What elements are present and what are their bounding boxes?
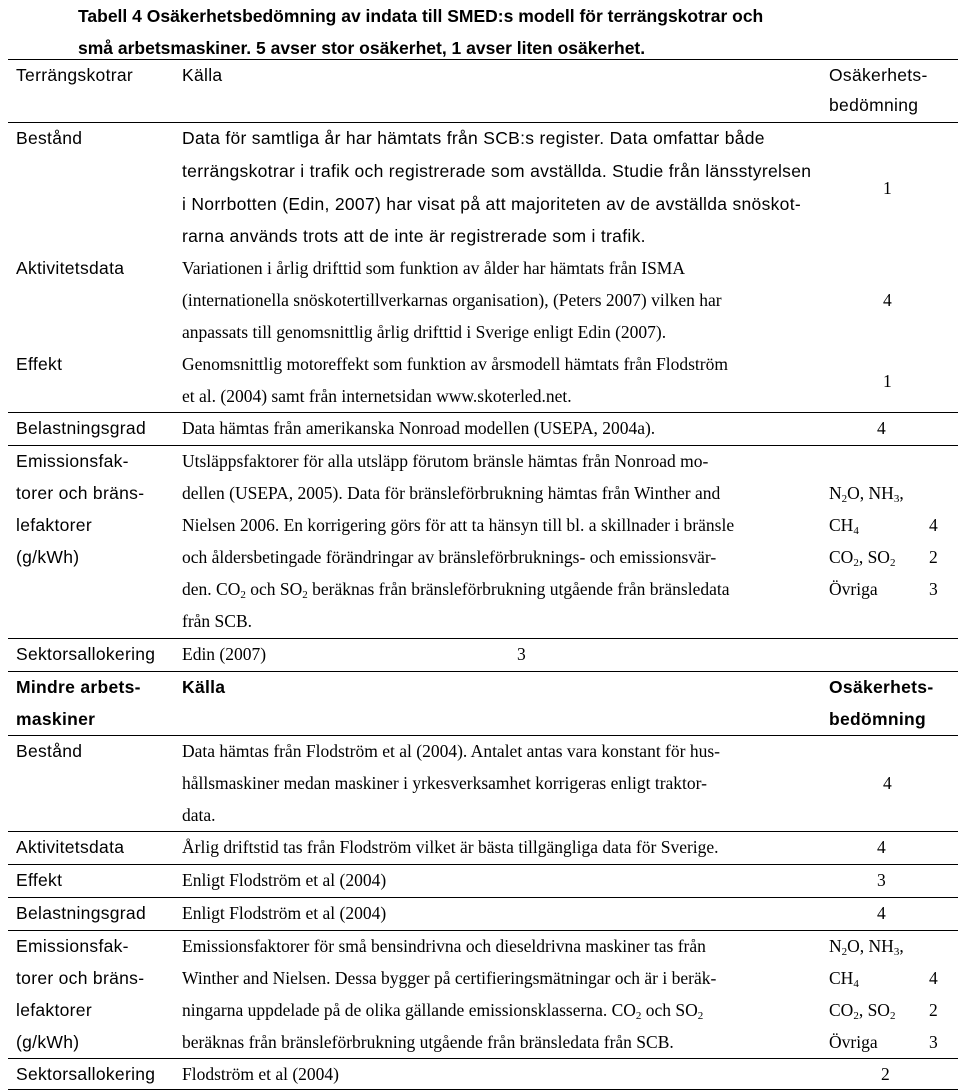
row2-activity-uncertainty: 4 <box>877 837 886 857</box>
row-power-source-1: Genomsnittlig motoreffekt som funktion av årsmodell hämtats från Flodström <box>182 354 728 374</box>
row2-power-source: Enligt Flodström et al (2004) <box>182 870 387 890</box>
row-activity-source-1: Variationen i årlig drifttid som funktion av ålder har hämtats från ISMA <box>182 258 685 278</box>
row-activity-source-3: anpassats till genomsnittlig årlig drifttid i Sverige enligt Edin (2007). <box>182 322 667 342</box>
rule-bottom <box>8 1089 958 1090</box>
row-power-source-2: et al. (2004) samt från internetsidan www.skoterled.net. <box>182 386 572 406</box>
row2-power-uncertainty: 3 <box>877 870 886 890</box>
row-sector-source: Edin (2007) <box>182 644 267 664</box>
row2-emission-category-3: lefaktorer <box>16 1000 92 1020</box>
row-load-uncertainty: 4 <box>877 418 886 438</box>
row2-sector-source: Flodström et al (2004) <box>182 1064 339 1084</box>
caption-line-1: Tabell 4 Osäkerhetsbedömning av indata till SMED:s modell för terrängskotrar och <box>78 6 764 26</box>
row2-emission-category-4: (g/kWh) <box>16 1032 80 1052</box>
header2-category-1: Mindre arbets- <box>16 677 141 697</box>
table-caption <box>78 0 938 64</box>
header2-category-2: maskiner <box>16 709 96 729</box>
row2-activity-category: Aktivitetsdata <box>16 837 125 857</box>
row-activity-uncertainty: 4 <box>883 290 892 310</box>
row-emission-source-1: Utsläppsfaktorer för alla utsläpp förutom bränsle hämtas från Nonroad mo- <box>182 451 709 471</box>
row2-emission-source-3: ningarna uppdelade på de olika gällande emissionsklasserna. $CO_2$ och $SO_2$ <box>182 1000 704 1022</box>
row2-stock-category: Bestånd <box>16 741 83 761</box>
row2-emission-category-2: torer och bräns- <box>16 968 145 988</box>
rule <box>8 864 958 865</box>
row-emission-source-3: Nielsen 2006. En korrigering görs för att ta hänsyn till bl. a skillnader i bränsle <box>182 515 735 535</box>
row-load-source: Data hämtas från amerikanska Nonroad modellen (USEPA, 2004a). <box>182 418 656 438</box>
row2-sector-category: Sektorsallokering <box>16 1064 156 1084</box>
row-load-category: Belastningsgrad <box>16 418 146 438</box>
row-activity-category: Aktivitetsdata <box>16 258 125 278</box>
unc-other: Övriga 3 <box>829 579 938 599</box>
row-stock-category: Bestånd <box>16 128 83 148</box>
row-stock-source-1: Data för samtliga år har hämtats från SCB:s register. Data omfattar både <box>182 128 765 148</box>
header-source: Källa <box>182 65 223 85</box>
row2-stock-uncertainty: 4 <box>883 773 892 793</box>
row-activity-source-2: (internationella snöskotertillverkarnas organisation), (Peters 2007) vilken har <box>182 290 722 310</box>
row2-load-category: Belastningsgrad <box>16 903 146 923</box>
row-emission-category-1: Emissionsfak- <box>16 451 129 471</box>
row2-activity-source: Årlig driftstid tas från Flodström vilket är bästa tillgängliga data för Sverige. <box>182 837 719 857</box>
unc-ch4: $CH_4$ 4 <box>829 515 938 537</box>
row-emission-source-2: dellen (USEPA, 2005). Data för bränsleförbrukning hämtas från Winther and <box>182 483 721 503</box>
row-emission-category-3: lefaktorer <box>16 515 92 535</box>
row2-stock-source-2: hållsmaskiner medan maskiner i yrkesverksamhet korrigeras enligt traktor- <box>182 773 707 793</box>
row-emission-source-5: den. $CO_2$ och $SO_2$ beräknas från bränsleförbrukning utgående från bränsledata <box>182 579 730 601</box>
unc-n2o-nh3: $N_2O$, $NH_3$, <box>829 483 904 505</box>
row2-stock-source-1: Data hämtas från Flodström et al (2004). Antalet antas vara konstant för hus- <box>182 741 720 761</box>
row2-stock-source-3: data. <box>182 805 216 825</box>
unc2-co2-so2: $CO_2$, $SO_2$ 2 <box>829 1000 938 1022</box>
unc2-ch4: $CH_4$ 4 <box>829 968 938 990</box>
row2-load-source: Enligt Flodström et al (2004) <box>182 903 387 923</box>
row-emission-source-4: och åldersbetingade förändringar av bränsleförbruknings- och emissionsvär- <box>182 547 717 567</box>
row-emission-source-6: från SCB. <box>182 611 252 631</box>
row-emission-category-2: torer och bräns- <box>16 483 145 503</box>
header2-uncertainty-1: Osäkerhets- <box>829 677 934 697</box>
caption-line-2: små arbetsmaskiner. 5 avser stor osäkerhet, 1 avser liten osäkerhet. <box>78 38 646 58</box>
header2-uncertainty-2: bedömning <box>829 709 926 729</box>
row-stock-source-4: rarna används trots att de inte är registrerade som i trafik. <box>182 226 646 246</box>
header-uncertainty-2: bedömning <box>829 95 919 115</box>
row2-emission-source-1: Emissionsfaktorer för små bensindrivna och dieseldrivna maskiner tas från <box>182 936 706 956</box>
row-stock-uncertainty: 1 <box>883 178 892 198</box>
row2-emission-uncertainty <box>829 930 938 1058</box>
row2-emission-source-4: beräknas från bränsleförbrukning utgående från bränsledata från SCB. <box>182 1032 674 1052</box>
row2-emission-source-2: Winther and Nielsen. Dessa bygger på certifieringsmätningar och är i beräk- <box>182 968 717 988</box>
unc2-n2o-nh3: $N_2O$, $NH_3$, <box>829 936 904 958</box>
row-sector-uncertainty: 3 <box>517 644 526 664</box>
unc-co2-so2: $CO_2$, $SO_2$ 2 <box>829 547 938 569</box>
row-emission-uncertainty <box>829 477 938 605</box>
header-uncertainty-1: Osäkerhets- <box>829 65 928 85</box>
row-sector-category: Sektorsallokering <box>16 644 156 664</box>
rule <box>8 897 958 898</box>
row-stock-source-2: terrängskotrar i trafik och registrerade som avställda. Studie från länsstyrelsen <box>182 161 812 181</box>
row-stock-source-3: i Norrbotten (Edin, 2007) har visat på att majoriteten av de avställda snöskot- <box>182 194 802 214</box>
rule <box>8 671 958 672</box>
row2-sector-uncertainty: 2 <box>881 1064 890 1084</box>
row-emission-category-4: (g/kWh) <box>16 547 80 567</box>
unc2-other: Övriga 3 <box>829 1032 938 1052</box>
row2-power-category: Effekt <box>16 870 63 890</box>
header2-source: Källa <box>182 677 226 697</box>
row-power-uncertainty: 1 <box>883 371 892 391</box>
rule-top <box>8 59 958 60</box>
row-power-category: Effekt <box>16 354 63 374</box>
header-category: Terrängskotrar <box>16 65 134 85</box>
row2-emission-category-1: Emissionsfak- <box>16 936 129 956</box>
row2-load-uncertainty: 4 <box>877 903 886 923</box>
